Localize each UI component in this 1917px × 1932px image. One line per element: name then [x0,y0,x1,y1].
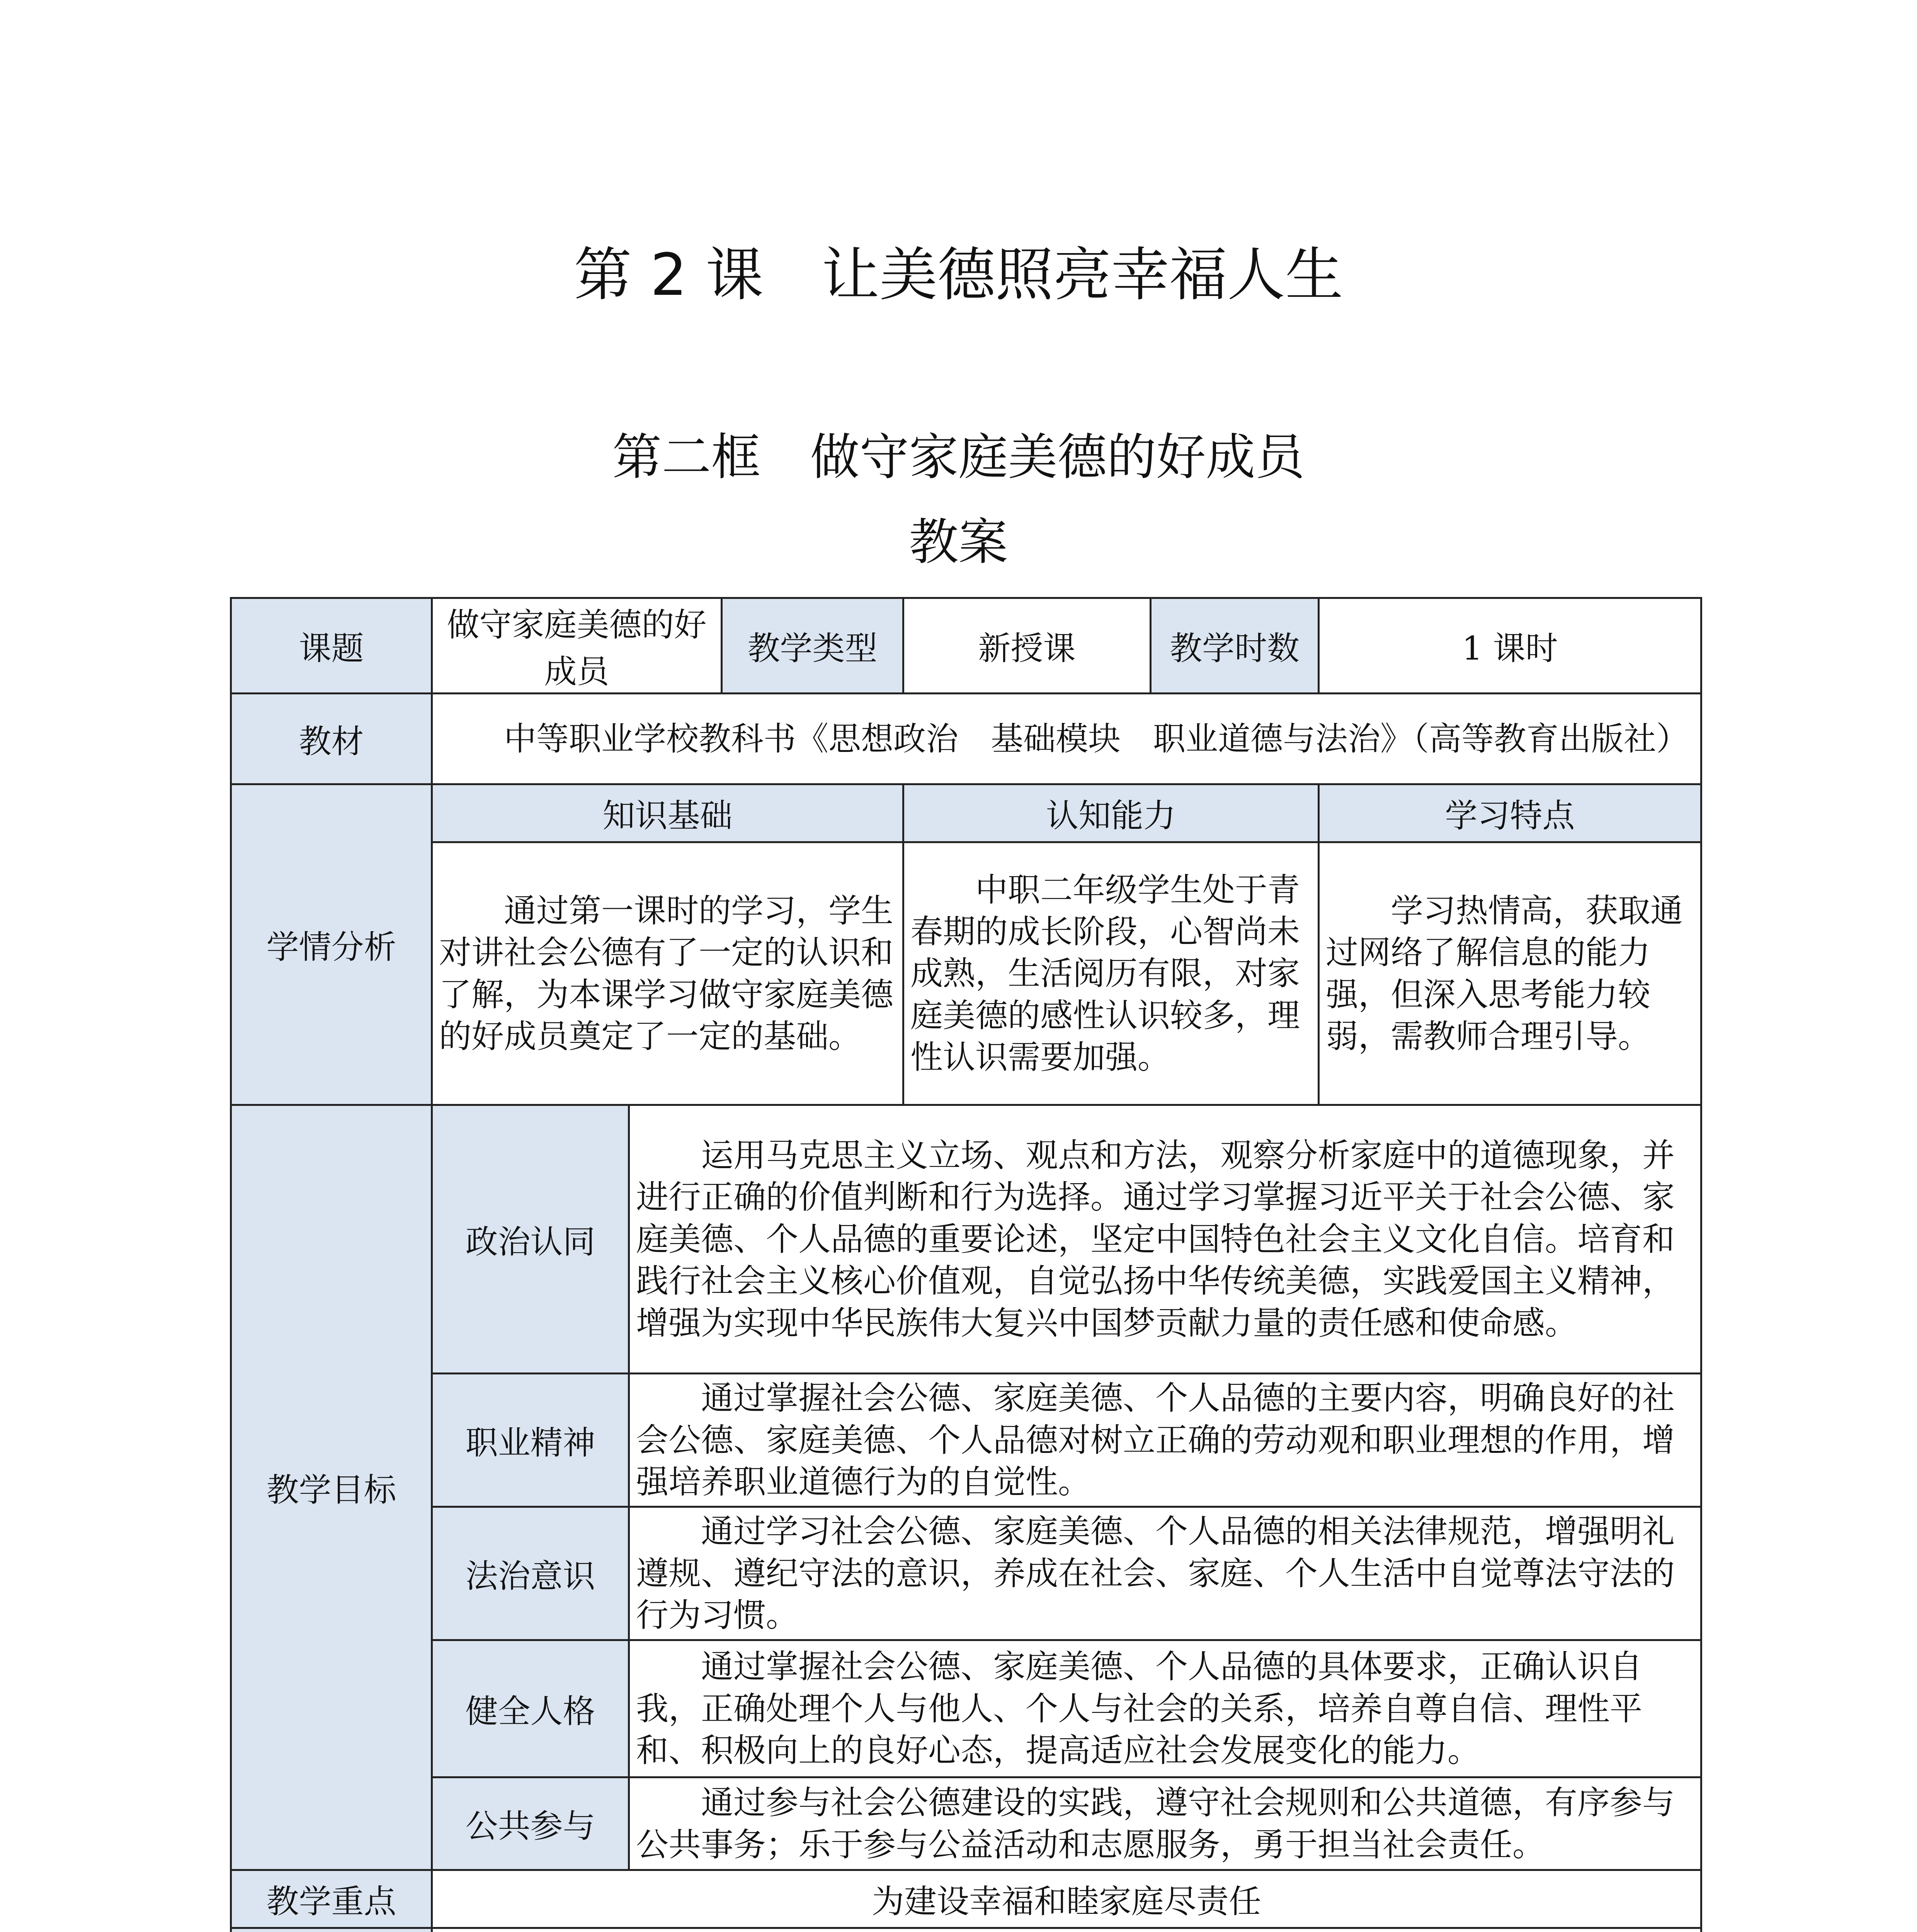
goal-text: 通过参与社会公德建设的实践，遵守社会规则和公共道德，有序参与公共事务；乐于参与公益活动和志愿服务，勇于担当社会责任。 [636,1784,1675,1864]
analysis-learning-text: 学习热情高，获取通过网络了解信息的能力强，但深入思考能力较弱，需教师合理引导。 [1326,891,1683,1055]
difficulty-row [231,1928,1701,1932]
goal-text: 通过学习社会公德、家庭美德、个人品德的相关法律规范，增强明礼遵规、遵纪守法的意识，养成在社会、家庭、个人生活中自觉尊法守法的行为习惯。 [636,1512,1675,1634]
analysis-header-row [231,784,1701,842]
goal-row [231,1640,1701,1777]
difficulty-label [231,1928,432,1932]
goal-row [231,1105,1701,1374]
material-label: 教材 [231,694,432,784]
material-row [231,694,1701,784]
goal-text-cell [629,1777,1701,1870]
material-value: 中等职业学校教科书《思想政治 基础模块 职业道德与法治》（高等教育出版社） [504,719,1689,758]
goal-row [231,1374,1701,1507]
goal-row [231,1507,1701,1640]
topic-row [231,598,1701,694]
goal-row [231,1777,1701,1870]
goal-text-cell [629,1374,1701,1507]
key-point-row [231,1870,1701,1928]
analysis-knowledge-text: 通过第一课时的学习，学生对讲社会公德有了一定的认识和了解，为本课学习做守家庭美德的好成员奠定了一定的基础。 [439,891,894,1055]
key-point-label: 教学重点 [231,1870,432,1928]
analysis-header-knowledge: 知识基础 [432,784,903,842]
hours-label: 教学时数 [1151,598,1319,694]
lesson-plan-table [230,597,1702,1932]
goal-text-cell [629,1640,1701,1777]
goals-label: 教学目标 [231,1105,432,1870]
goal-text: 通过掌握社会公德、家庭美德、个人品德的主要内容，明确良好的社会公德、家庭美德、个人品德对树立正确的劳动观和职业理想的作用，增强培养职业道德行为的自觉性。 [636,1379,1675,1501]
key-point-value: 为建设幸福和睦家庭尽责任 [432,1870,1701,1928]
type-label: 教学类型 [722,598,903,694]
goal-text: 运用马克思主义立场、观点和方法，观察分析家庭中的道德现象，并进行正确的价值判断和行为选择。通过学习掌握习近平关于社会公德、家庭美德、个人品德的重要论述，坚定中国特色社会主义文化自信。培育和践行社会主义核心价值观，自觉弘扬中华传统美德，实践爱国主义精神，增强为实现中华民族伟大复兴中国梦贡献力量的责任感和使命感。 [636,1136,1675,1342]
goal-text: 通过掌握社会公德、家庭美德、个人品德的具体要求，正确认识自我，正确处理个人与他人、个人与社会的关系，培养自尊自信、理性平和、积极向上的良好心态，提高适应社会发展变化的能力。 [636,1648,1643,1770]
analysis-content-row [231,842,1701,1105]
goal-text-cell [629,1105,1701,1374]
hours-value: 1 课时 [1319,598,1701,694]
goal-text-cell [629,1507,1701,1640]
document-type-title: 教案 [909,514,1008,571]
analysis-cognition-text: 中职二年级学生处于青春期的成长阶段，心智尚未成熟，生活阅历有限，对家庭美德的感性认识较多，理性认识需要加强。 [910,871,1300,1077]
lesson-title: 第 2 课 让美德照亮幸福人生 [574,242,1343,309]
difficulty-value [432,1928,1701,1932]
topic-value: 做守家庭美德的好成员 [432,598,722,694]
analysis-cognition-cell [903,842,1319,1105]
type-value: 新授课 [903,598,1151,694]
analysis-knowledge-cell [432,842,903,1105]
goal-name: 职业精神 [432,1374,629,1507]
topic-label: 课题 [231,598,432,694]
analysis-header-learning: 学习特点 [1319,784,1701,842]
analysis-label: 学情分析 [231,784,432,1105]
goal-name: 公共参与 [432,1777,629,1870]
goal-name: 健全人格 [432,1640,629,1777]
section-title: 第二框 做守家庭美德的好成员 [612,429,1305,486]
analysis-learning-cell [1319,842,1701,1105]
material-cell [432,694,1701,784]
goal-name: 政治认同 [432,1105,629,1374]
goal-name: 法治意识 [432,1507,629,1640]
analysis-header-cognition: 认知能力 [903,784,1319,842]
